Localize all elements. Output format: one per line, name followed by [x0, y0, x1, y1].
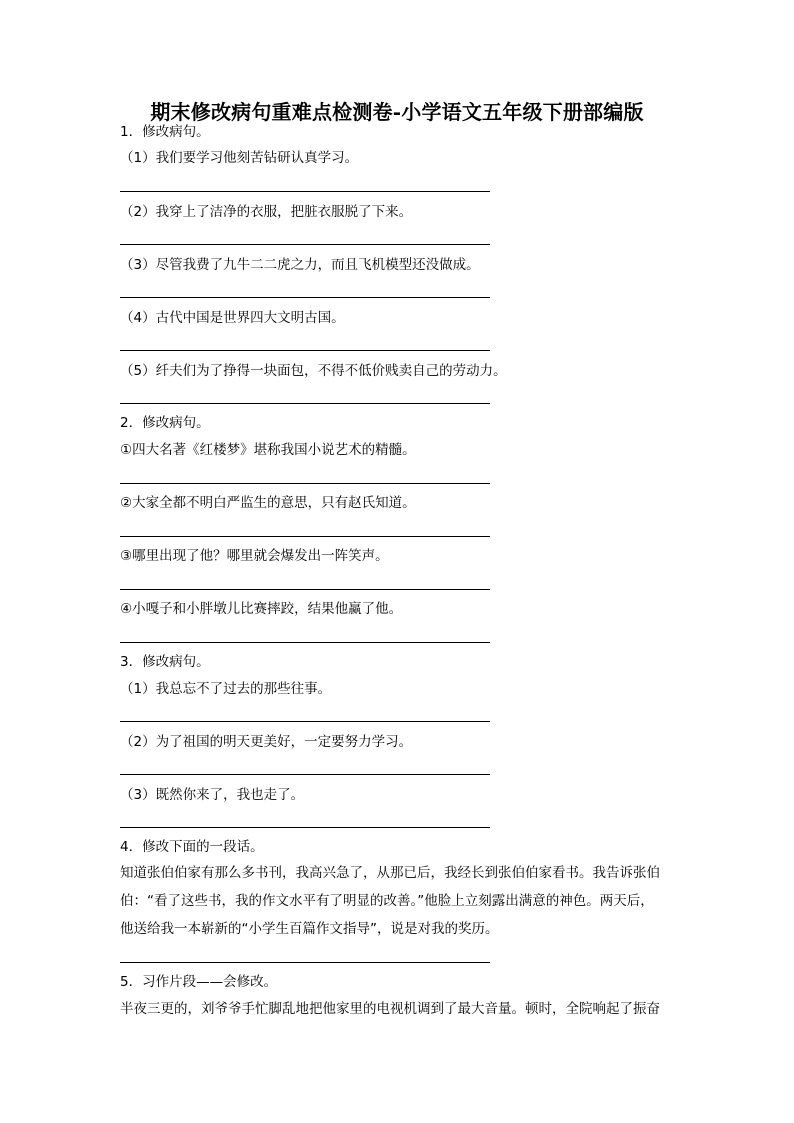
question-2-item-3: ③哪里出现了他？哪里就会爆发出一阵笑声。: [120, 548, 389, 564]
answer-line: [120, 827, 490, 828]
answer-line: [120, 962, 490, 963]
question-4-paragraph-line-1: 知道张伯伯家有那么多书刊，我高兴急了，从那已后，我经长到张伯伯家看书。我告诉张伯: [120, 865, 660, 881]
question-2-heading: 2．修改病句。: [120, 415, 210, 431]
question-1-item-3: （3）尽管我费了九牛二二虎之力，而且飞机模型还没做成。: [120, 257, 480, 273]
page-title: 期末修改病句重难点检测卷-小学语文五年级下册部编版: [150, 100, 644, 124]
answer-line: [120, 244, 490, 245]
answer-line: [120, 350, 490, 351]
question-3-item-2: （2）为了祖国的明天更美好，一定要努力学习。: [120, 734, 413, 750]
question-2-item-1: ①四大名著《红楼梦》堪称我国小说艺术的精髓。: [120, 442, 416, 458]
answer-line: [120, 774, 490, 775]
question-2-item-2: ②大家全都不明白严监生的意思，只有赵氏知道。: [120, 495, 416, 511]
answer-line: [120, 589, 490, 590]
answer-line: [120, 536, 490, 537]
question-4-paragraph-line-2: 伯：“看了这些书，我的作文水平有了明显的改善。”他脸上立刻露出满意的神色。两天后，: [120, 893, 654, 909]
question-5-paragraph-line-1: 半夜三更的，刘爷爷手忙脚乱地把他家里的电视机调到了最大音量。顿时，全院响起了振奋: [120, 1001, 660, 1017]
question-1-item-1: （1）我们要学习他刻苦钻研认真学习。: [120, 150, 359, 166]
question-4-paragraph-line-3: 他送给我一本崭新的“小学生百篇作文指导”，说是对我的奖历。: [120, 921, 499, 937]
question-1-heading: 1．修改病句。: [120, 124, 210, 140]
question-3-item-3: （3）既然你来了，我也走了。: [120, 787, 305, 803]
question-2-item-4: ④小嘎子和小胖墩儿比赛摔跤，结果他赢了他。: [120, 601, 403, 617]
question-5-heading: 5．习作片段——会修改。: [120, 974, 278, 990]
answer-line: [120, 642, 490, 643]
question-1-item-2: （2）我穿上了洁净的衣服，把脏衣服脱了下来。: [120, 204, 413, 220]
answer-line: [120, 403, 490, 404]
answer-line: [120, 721, 490, 722]
question-3-item-1: （1）我总忘不了过去的那些往事。: [120, 681, 332, 697]
question-1-item-5: （5）纤夫们为了挣得一块面包，不得不低价贱卖自己的劳动力。: [120, 363, 507, 379]
answer-line: [120, 483, 490, 484]
answer-line: [120, 297, 490, 298]
question-4-heading: 4．修改下面的一段话。: [120, 839, 264, 855]
answer-line: [120, 191, 490, 192]
question-3-heading: 3．修改病句。: [120, 654, 210, 670]
question-1-item-4: （4）古代中国是世界四大文明古国。: [120, 310, 345, 326]
